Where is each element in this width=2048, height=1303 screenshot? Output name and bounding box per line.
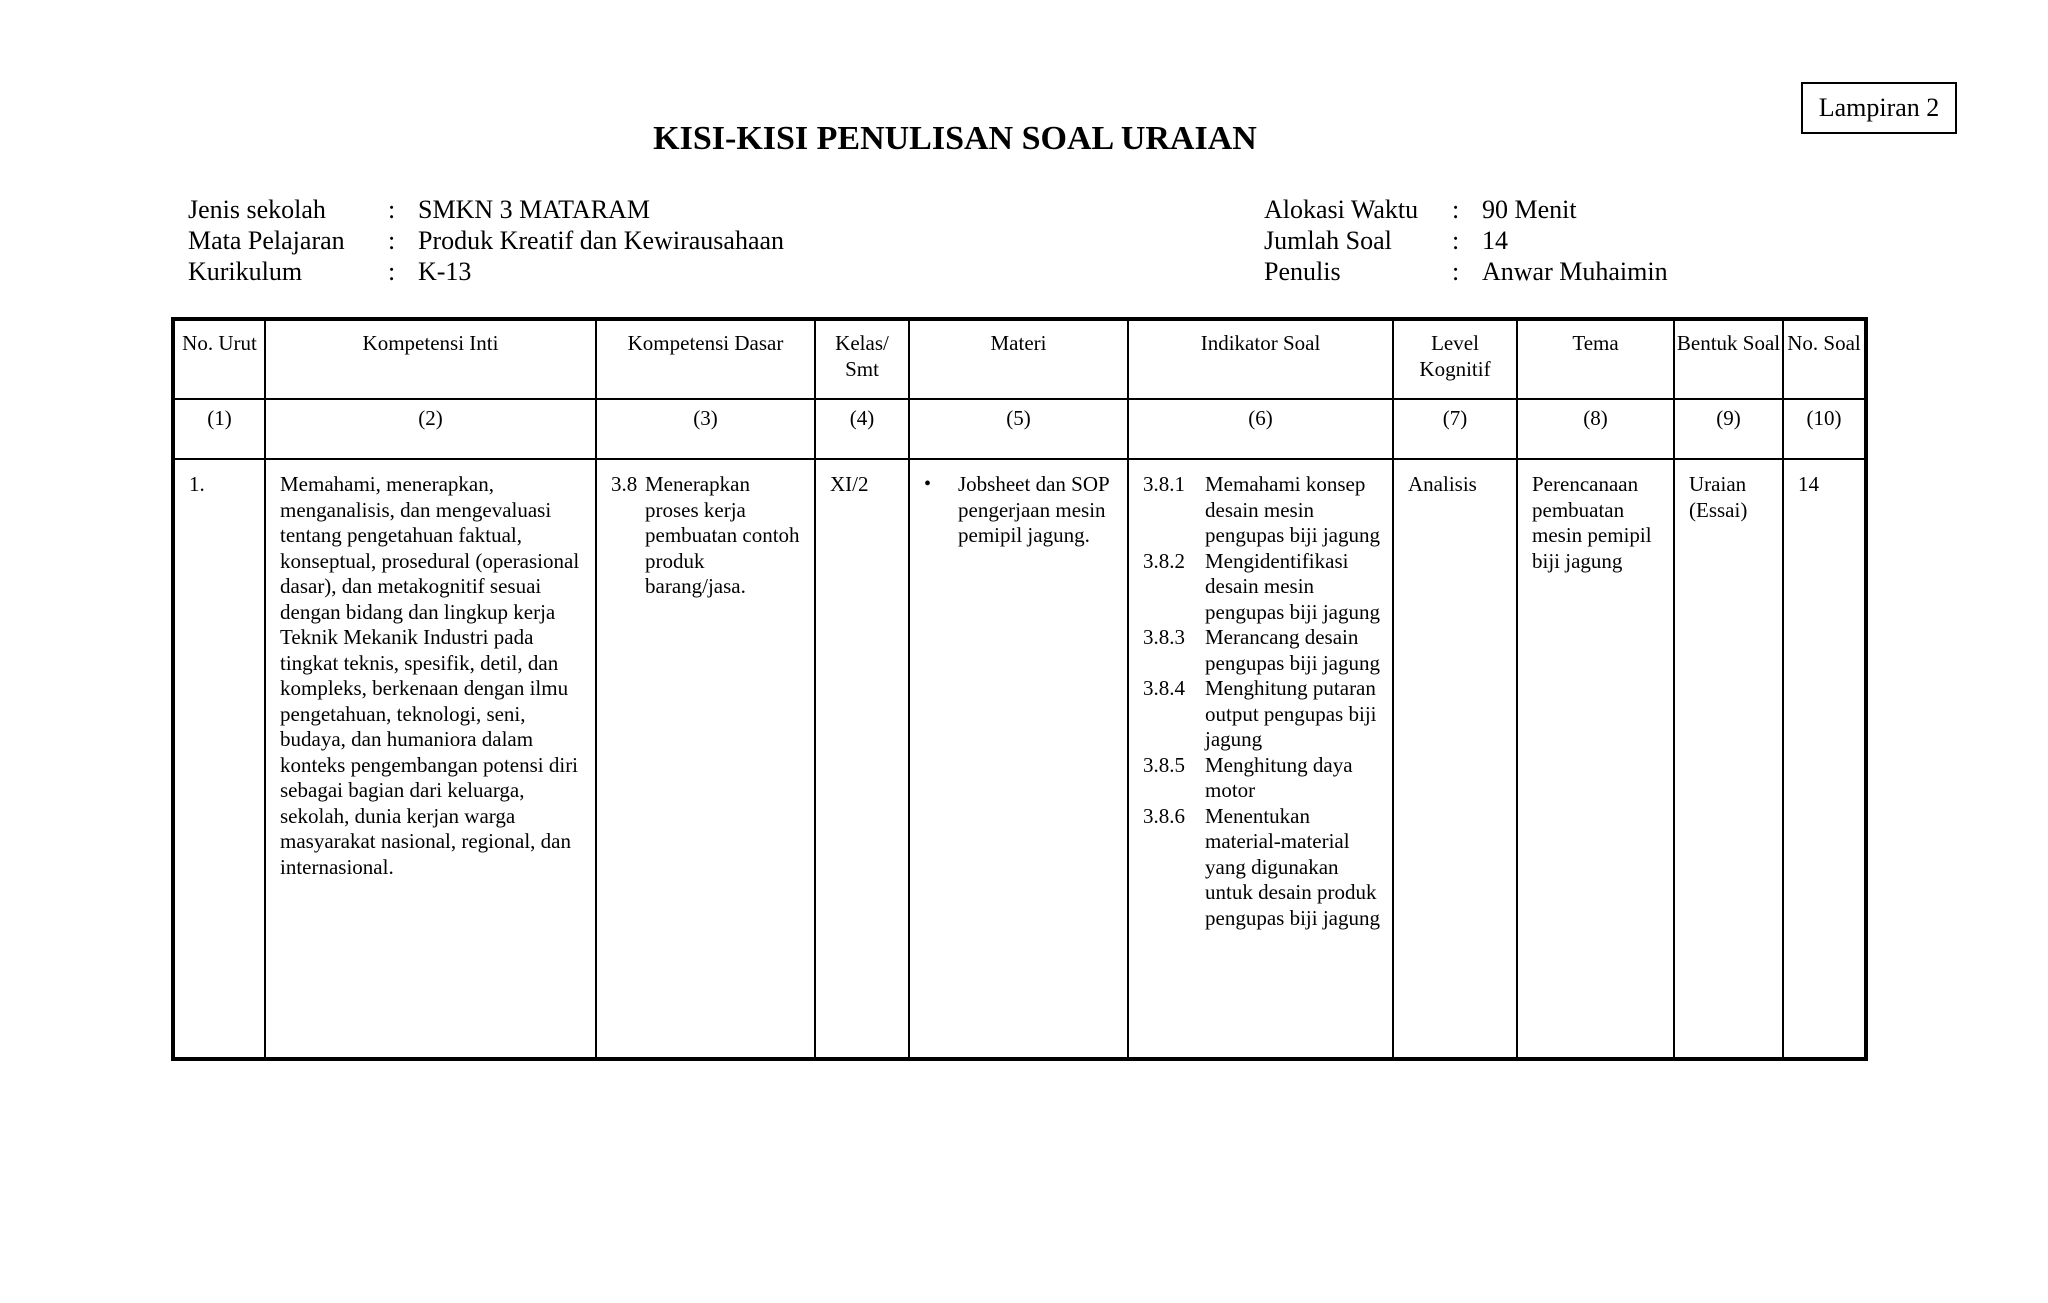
- cell-no-soal: 14: [1783, 459, 1866, 1059]
- indikator-item: [1143, 472, 1382, 549]
- meta-value: K-13: [418, 257, 472, 286]
- materi-text: Jobsheet dan SOP pengerjaan mesin pemipil jagung.: [958, 472, 1109, 547]
- column-number: (10): [1783, 399, 1866, 459]
- meta-row-kurikulum: [188, 256, 784, 287]
- cell-no-urut: 1.: [173, 459, 265, 1059]
- meta-value: 90 Menit: [1482, 195, 1577, 224]
- cell-bentuk-soal: Uraian (Essai): [1674, 459, 1783, 1059]
- meta-label: Alokasi Waktu: [1264, 195, 1419, 224]
- column-number: (9): [1674, 399, 1783, 459]
- column-number: (7): [1393, 399, 1517, 459]
- indikator-text: Memahami konsep desain mesin pengupas biji jagung: [1205, 472, 1380, 547]
- column-number: (3): [596, 399, 815, 459]
- indikator-number: 3.8.4: [1143, 676, 1185, 700]
- meta-label: Jenis sekolah: [188, 195, 326, 224]
- meta-label: Mata Pelajaran: [188, 226, 345, 255]
- bullet-icon: •: [924, 473, 932, 495]
- kd-number: 3.8: [611, 472, 638, 496]
- header-kelas-smt: Kelas/ Smt: [815, 319, 909, 399]
- cell-kompetensi-dasar: [596, 459, 815, 1059]
- meta-colon: :: [388, 257, 396, 286]
- meta-right: [1264, 194, 1668, 287]
- header-no-urut: No. Urut: [173, 319, 265, 399]
- header-kompetensi-dasar: Kompetensi Dasar: [596, 319, 815, 399]
- indikator-item: [1143, 549, 1382, 626]
- meta-left: [188, 194, 784, 287]
- header-no-soal: No. Soal: [1783, 319, 1866, 399]
- cell-materi: [909, 459, 1128, 1059]
- header-bentuk-soal: Bentuk Soal: [1674, 319, 1783, 399]
- header-tema: Tema: [1517, 319, 1674, 399]
- meta-colon: :: [388, 226, 396, 255]
- cell-kompetensi-inti: Memahami, menerapkan, menganalisis, dan mengevaluasi tentang pengetahuan faktual, konseptual, prosedural (operasional dasar), dan metakognitif sesuai dengan bidang dan lingkup kerja Teknik Mekanik Industri pada tingkat teknis, spesifik, detil, dan kompleks, berkenaan dengan ilmu pengetahuan, teknologi, seni, budaya, dan humaniora dalam konteks pengembangan potensi diri sebagai bagian dari keluarga, sekolah, dunia kerjan warga masyarakat nasional, regional, dan internasional.: [265, 459, 596, 1059]
- indikator-number: 3.8.5: [1143, 752, 1185, 777]
- indikator-item: [1143, 753, 1382, 804]
- meta-colon: :: [388, 195, 396, 224]
- meta-colon: :: [1452, 226, 1460, 255]
- cell-indikator-soal: [1128, 459, 1393, 1059]
- meta-row-mata-pelajaran: [188, 225, 784, 256]
- column-number: (4): [815, 399, 909, 459]
- column-number: (5): [909, 399, 1128, 459]
- lampiran-box: Lampiran 2: [1801, 82, 1957, 134]
- meta-label: Jumlah Soal: [1264, 226, 1392, 255]
- column-number: (6): [1128, 399, 1393, 459]
- column-number: (2): [265, 399, 596, 459]
- indikator-number: 3.8.2: [1143, 548, 1185, 573]
- table-row: [173, 459, 1866, 1059]
- document-title: KISI-KISI PENULISAN SOAL URAIAN: [653, 120, 1257, 157]
- indikator-text: Menghitung daya motor: [1205, 752, 1353, 802]
- table-header-row: [173, 319, 1866, 399]
- header-materi: Materi: [909, 319, 1128, 399]
- kd-text: Menerapkan proses kerja pembuatan contoh produk barang/jasa.: [645, 472, 800, 598]
- meta-value: Produk Kreatif dan Kewirausahaan: [418, 226, 785, 255]
- meta-colon: :: [1452, 257, 1460, 286]
- indikator-item: [1143, 676, 1382, 753]
- cell-tema: Perencanaan pembuatan mesin pemipil biji jagung: [1517, 459, 1674, 1059]
- column-number: (1): [173, 399, 265, 459]
- kisi-kisi-table: [171, 317, 1868, 1061]
- meta-label: Penulis: [1264, 257, 1341, 286]
- indikator-number: 3.8.3: [1143, 625, 1185, 649]
- indikator-number: 3.8.6: [1143, 803, 1185, 828]
- meta-row-penulis: [1264, 256, 1668, 287]
- meta-colon: :: [1452, 195, 1460, 224]
- indikator-item: [1143, 804, 1382, 932]
- column-number: (8): [1517, 399, 1674, 459]
- meta-row-jumlah-soal: [1264, 225, 1668, 256]
- meta-value: SMKN 3 MATARAM: [418, 195, 650, 224]
- indikator-number: 3.8.1: [1143, 472, 1185, 496]
- materi-item: [924, 472, 1117, 549]
- column-number-row: [173, 399, 1866, 459]
- meta-row-alokasi-waktu: [1264, 194, 1668, 225]
- indikator-text: Menghitung putaran output pengupas biji jagung: [1205, 676, 1377, 751]
- indikator-text: Merancang desain pengupas biji jagung: [1205, 625, 1380, 675]
- cell-kelas-smt: XI/2: [815, 459, 909, 1059]
- indikator-text: Mengidentifikasi desain mesin pengupas biji jagung: [1205, 548, 1380, 624]
- cell-level-kognitif: Analisis: [1393, 459, 1517, 1059]
- meta-value: 14: [1482, 226, 1508, 255]
- header-level-kognitif: Level Kognitif: [1393, 319, 1517, 399]
- meta-row-jenis-sekolah: [188, 194, 784, 225]
- meta-value: Anwar Muhaimin: [1482, 257, 1668, 286]
- kd-item: [611, 472, 804, 600]
- header-indikator-soal: Indikator Soal: [1128, 319, 1393, 399]
- header-kompetensi-inti: Kompetensi Inti: [265, 319, 596, 399]
- indikator-item: [1143, 625, 1382, 676]
- meta-label: Kurikulum: [188, 257, 303, 286]
- indikator-text: Menentukan material-material yang digunakan untuk desain produk pengupas biji jagung: [1205, 803, 1380, 930]
